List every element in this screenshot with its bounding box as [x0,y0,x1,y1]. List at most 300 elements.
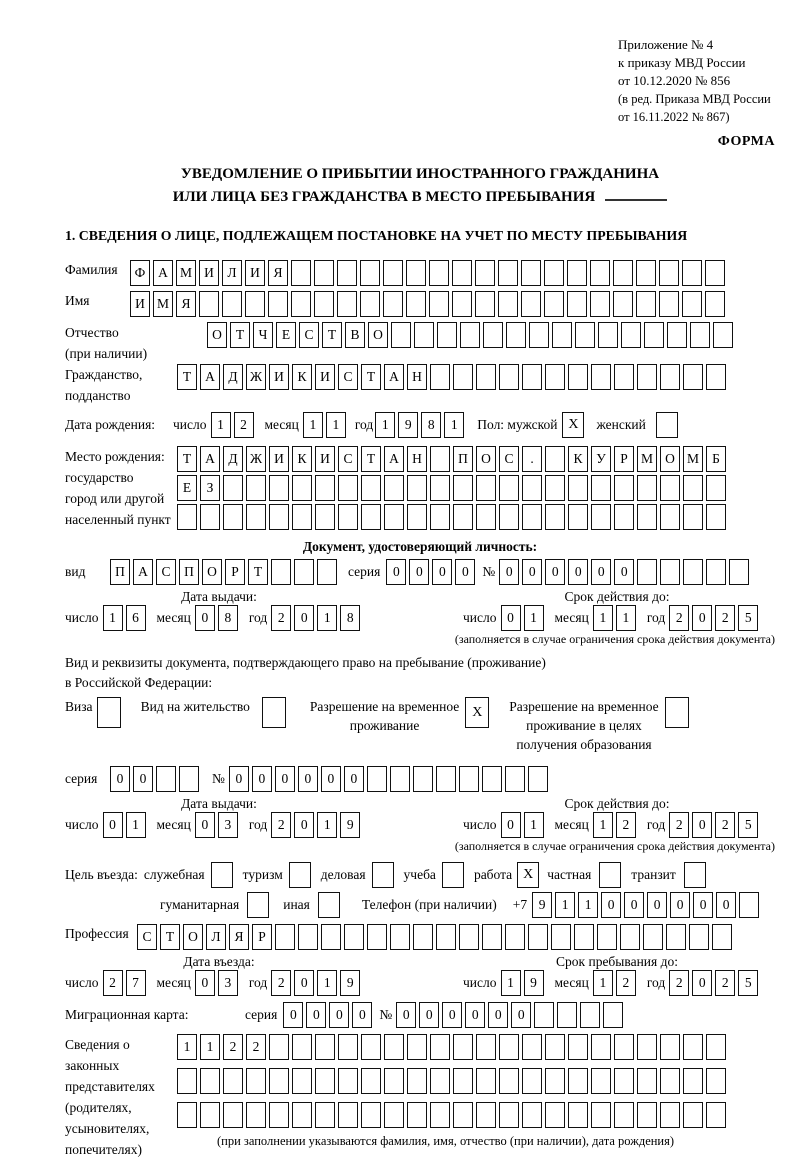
char-cell[interactable]: 2 [103,970,123,996]
char-cell[interactable] [522,1068,542,1094]
char-cell[interactable] [706,559,726,585]
char-cell[interactable] [522,475,542,501]
char-cell[interactable]: 0 [568,559,588,585]
char-cell[interactable] [292,1068,312,1094]
char-cell[interactable]: 0 [601,892,621,918]
char-cell[interactable] [360,291,380,317]
char-cell[interactable] [429,260,449,286]
char-cell[interactable] [337,260,357,286]
char-cell[interactable]: 0 [294,812,314,838]
char-cell[interactable]: М [153,291,173,317]
char-cell[interactable]: 1 [593,605,613,631]
char-cell[interactable]: 2 [715,812,735,838]
char-cell[interactable] [223,475,243,501]
char-cell[interactable] [637,475,657,501]
char-cell[interactable] [621,322,641,348]
checkbox-purpose-tourism[interactable] [289,862,311,888]
char-cell[interactable] [245,291,265,317]
checkbox-purpose-humanitarian[interactable] [247,892,269,918]
char-cell[interactable]: 2 [616,970,636,996]
char-cell[interactable] [482,766,502,792]
char-cell[interactable] [590,260,610,286]
char-cell[interactable] [292,504,312,530]
char-cell[interactable] [383,291,403,317]
char-cell[interactable]: Ж [246,364,266,390]
char-cell[interactable] [660,1102,680,1128]
char-cell[interactable]: В [345,322,365,348]
char-cell[interactable]: 0 [195,970,215,996]
char-cell[interactable] [534,1002,554,1028]
char-cell[interactable] [390,924,410,950]
char-cell[interactable] [590,291,610,317]
char-cell[interactable]: Ч [253,322,273,348]
char-cell[interactable]: 8 [421,412,441,438]
char-cell[interactable]: 1 [555,892,575,918]
char-cell[interactable] [294,559,314,585]
char-cell[interactable] [614,364,634,390]
char-cell[interactable] [712,924,732,950]
char-cell[interactable]: 0 [647,892,667,918]
char-cell[interactable] [337,291,357,317]
char-cell[interactable]: Н [407,364,427,390]
char-cell[interactable] [292,1034,312,1060]
char-cell[interactable] [598,322,618,348]
char-cell[interactable]: 0 [306,1002,326,1028]
char-cell[interactable]: 1 [524,812,544,838]
char-cell[interactable]: 1 [317,605,337,631]
char-cell[interactable] [291,260,311,286]
char-cell[interactable] [413,924,433,950]
char-cell[interactable] [413,766,433,792]
char-cell[interactable] [574,924,594,950]
char-cell[interactable] [223,1102,243,1128]
char-cell[interactable]: 0 [110,766,130,792]
char-cell[interactable] [407,1034,427,1060]
char-cell[interactable]: 0 [591,559,611,585]
char-cell[interactable] [406,260,426,286]
char-cell[interactable]: 2 [616,812,636,838]
char-cell[interactable] [452,291,472,317]
char-cell[interactable]: 1 [103,605,123,631]
char-cell[interactable] [613,291,633,317]
char-cell[interactable]: 2 [271,812,291,838]
char-cell[interactable]: 0 [511,1002,531,1028]
char-cell[interactable]: 1 [326,412,346,438]
char-cell[interactable] [430,364,450,390]
char-cell[interactable]: Р [225,559,245,585]
char-cell[interactable] [545,1068,565,1094]
char-cell[interactable] [637,1068,657,1094]
char-cell[interactable]: 1 [303,412,323,438]
char-cell[interactable]: 0 [692,812,712,838]
char-cell[interactable] [620,924,640,950]
char-cell[interactable] [453,1034,473,1060]
char-cell[interactable]: А [200,364,220,390]
char-cell[interactable]: 0 [103,812,123,838]
char-cell[interactable] [660,559,680,585]
char-cell[interactable] [667,322,687,348]
char-cell[interactable]: К [568,446,588,472]
char-cell[interactable] [706,1068,726,1094]
char-cell[interactable] [706,1034,726,1060]
char-cell[interactable]: 0 [294,970,314,996]
char-cell[interactable] [591,504,611,530]
char-cell[interactable] [246,1102,266,1128]
char-cell[interactable] [644,322,664,348]
char-cell[interactable] [567,260,587,286]
char-cell[interactable]: 0 [501,605,521,631]
char-cell[interactable]: 0 [501,812,521,838]
char-cell[interactable]: 0 [693,892,713,918]
char-cell[interactable] [636,291,656,317]
char-cell[interactable]: С [338,446,358,472]
char-cell[interactable] [591,1034,611,1060]
char-cell[interactable]: А [384,446,404,472]
char-cell[interactable] [545,504,565,530]
char-cell[interactable]: Е [177,475,197,501]
char-cell[interactable] [453,364,473,390]
checkbox-purpose-official[interactable] [211,862,233,888]
char-cell[interactable] [475,291,495,317]
char-cell[interactable] [522,1034,542,1060]
char-cell[interactable] [437,322,457,348]
char-cell[interactable]: 2 [271,605,291,631]
char-cell[interactable] [682,291,702,317]
char-cell[interactable]: К [292,364,312,390]
char-cell[interactable] [498,291,518,317]
char-cell[interactable]: О [183,924,203,950]
char-cell[interactable] [660,364,680,390]
char-cell[interactable]: А [200,446,220,472]
char-cell[interactable]: 9 [524,970,544,996]
char-cell[interactable] [459,924,479,950]
char-cell[interactable]: 0 [409,559,429,585]
char-cell[interactable]: О [476,446,496,472]
char-cell[interactable] [706,475,726,501]
char-cell[interactable] [390,766,410,792]
char-cell[interactable]: 1 [200,1034,220,1060]
char-cell[interactable] [315,504,335,530]
char-cell[interactable] [591,364,611,390]
char-cell[interactable]: 0 [298,766,318,792]
char-cell[interactable] [499,1034,519,1060]
char-cell[interactable]: Т [322,322,342,348]
char-cell[interactable]: 8 [340,605,360,631]
char-cell[interactable] [499,504,519,530]
checkbox-purpose-private[interactable] [599,862,621,888]
char-cell[interactable]: 1 [593,970,613,996]
char-cell[interactable] [430,475,450,501]
char-cell[interactable] [321,924,341,950]
char-cell[interactable] [222,291,242,317]
char-cell[interactable] [528,766,548,792]
char-cell[interactable] [453,504,473,530]
char-cell[interactable]: 1 [578,892,598,918]
char-cell[interactable] [575,322,595,348]
char-cell[interactable] [476,1068,496,1094]
checkbox-purpose-study[interactable] [442,862,464,888]
char-cell[interactable]: 2 [246,1034,266,1060]
char-cell[interactable]: М [683,446,703,472]
char-cell[interactable]: И [315,446,335,472]
char-cell[interactable]: 2 [669,605,689,631]
char-cell[interactable] [614,1068,634,1094]
char-cell[interactable] [528,924,548,950]
char-cell[interactable] [298,924,318,950]
char-cell[interactable]: 1 [444,412,464,438]
char-cell[interactable] [177,504,197,530]
char-cell[interactable]: 0 [195,605,215,631]
char-cell[interactable] [269,1102,289,1128]
char-cell[interactable] [292,475,312,501]
char-cell[interactable] [367,766,387,792]
char-cell[interactable] [683,364,703,390]
char-cell[interactable]: 0 [624,892,644,918]
char-cell[interactable] [317,559,337,585]
char-cell[interactable]: К [292,446,312,472]
char-cell[interactable]: С [338,364,358,390]
char-cell[interactable] [315,475,335,501]
char-cell[interactable] [505,766,525,792]
char-cell[interactable] [200,504,220,530]
char-cell[interactable]: Т [361,364,381,390]
char-cell[interactable] [591,1102,611,1128]
char-cell[interactable] [384,1034,404,1060]
char-cell[interactable]: Т [177,446,197,472]
char-cell[interactable] [338,1034,358,1060]
char-cell[interactable]: А [133,559,153,585]
char-cell[interactable] [557,1002,577,1028]
char-cell[interactable]: Н [407,446,427,472]
char-cell[interactable]: 1 [616,605,636,631]
char-cell[interactable] [430,504,450,530]
char-cell[interactable] [505,924,525,950]
char-cell[interactable]: 0 [442,1002,462,1028]
char-cell[interactable] [338,1102,358,1128]
char-cell[interactable] [551,924,571,950]
char-cell[interactable]: 0 [488,1002,508,1028]
char-cell[interactable] [739,892,759,918]
char-cell[interactable]: С [499,446,519,472]
char-cell[interactable]: П [179,559,199,585]
char-cell[interactable] [660,1034,680,1060]
char-cell[interactable] [338,1068,358,1094]
char-cell[interactable] [292,1102,312,1128]
char-cell[interactable]: 0 [432,559,452,585]
char-cell[interactable]: 0 [522,559,542,585]
char-cell[interactable]: 0 [321,766,341,792]
char-cell[interactable] [637,364,657,390]
char-cell[interactable] [659,291,679,317]
char-cell[interactable] [545,1102,565,1128]
char-cell[interactable] [414,322,434,348]
char-cell[interactable]: 5 [738,605,758,631]
char-cell[interactable]: М [637,446,657,472]
char-cell[interactable]: А [384,364,404,390]
char-cell[interactable]: П [453,446,473,472]
char-cell[interactable] [522,1102,542,1128]
char-cell[interactable] [580,1002,600,1028]
char-cell[interactable] [705,260,725,286]
char-cell[interactable] [199,291,219,317]
char-cell[interactable] [683,559,703,585]
char-cell[interactable]: 0 [455,559,475,585]
char-cell[interactable]: 0 [396,1002,416,1028]
char-cell[interactable] [637,1034,657,1060]
char-cell[interactable] [476,475,496,501]
char-cell[interactable]: О [368,322,388,348]
char-cell[interactable]: 2 [234,412,254,438]
char-cell[interactable]: Я [229,924,249,950]
char-cell[interactable]: Т [361,446,381,472]
char-cell[interactable] [683,504,703,530]
char-cell[interactable] [568,1102,588,1128]
char-cell[interactable]: У [591,446,611,472]
char-cell[interactable]: 9 [398,412,418,438]
char-cell[interactable] [603,1002,623,1028]
char-cell[interactable]: 0 [670,892,690,918]
char-cell[interactable] [614,1034,634,1060]
checkbox-residence-permit[interactable] [262,697,286,728]
checkbox-purpose-business[interactable] [372,862,394,888]
char-cell[interactable] [483,322,503,348]
char-cell[interactable] [545,446,565,472]
char-cell[interactable] [522,364,542,390]
char-cell[interactable] [315,1102,335,1128]
char-cell[interactable] [499,1068,519,1094]
char-cell[interactable]: И [199,260,219,286]
char-cell[interactable] [291,291,311,317]
char-cell[interactable]: Т [230,322,250,348]
char-cell[interactable] [683,1034,703,1060]
checkbox-purpose-other[interactable] [318,892,340,918]
char-cell[interactable]: 0 [344,766,364,792]
char-cell[interactable]: 6 [126,605,146,631]
char-cell[interactable]: 1 [524,605,544,631]
char-cell[interactable] [269,504,289,530]
char-cell[interactable] [475,260,495,286]
char-cell[interactable] [361,1034,381,1060]
char-cell[interactable]: С [156,559,176,585]
char-cell[interactable]: 2 [669,812,689,838]
char-cell[interactable] [568,504,588,530]
char-cell[interactable] [430,1068,450,1094]
char-cell[interactable] [706,504,726,530]
char-cell[interactable] [476,1034,496,1060]
char-cell[interactable] [407,504,427,530]
char-cell[interactable] [683,1102,703,1128]
char-cell[interactable] [690,322,710,348]
char-cell[interactable] [568,1034,588,1060]
char-cell[interactable] [314,291,334,317]
char-cell[interactable]: 1 [593,812,613,838]
char-cell[interactable]: 0 [195,812,215,838]
char-cell[interactable] [683,475,703,501]
char-cell[interactable] [406,291,426,317]
char-cell[interactable] [177,1068,197,1094]
char-cell[interactable]: И [269,446,289,472]
char-cell[interactable]: С [299,322,319,348]
char-cell[interactable] [436,766,456,792]
char-cell[interactable] [544,291,564,317]
checkbox-visa[interactable] [97,697,121,728]
char-cell[interactable] [459,766,479,792]
char-cell[interactable]: О [207,322,227,348]
char-cell[interactable] [314,260,334,286]
char-cell[interactable] [597,924,617,950]
char-cell[interactable]: 9 [532,892,552,918]
char-cell[interactable] [383,260,403,286]
char-cell[interactable] [643,924,663,950]
char-cell[interactable] [660,475,680,501]
char-cell[interactable] [591,475,611,501]
char-cell[interactable]: З [200,475,220,501]
char-cell[interactable] [567,291,587,317]
char-cell[interactable] [391,322,411,348]
char-cell[interactable]: 0 [275,766,295,792]
char-cell[interactable] [384,504,404,530]
char-cell[interactable] [552,322,572,348]
char-cell[interactable] [407,1068,427,1094]
char-cell[interactable]: Т [160,924,180,950]
char-cell[interactable] [636,260,656,286]
char-cell[interactable] [476,1102,496,1128]
char-cell[interactable]: С [137,924,157,950]
char-cell[interactable] [498,260,518,286]
char-cell[interactable]: Я [176,291,196,317]
char-cell[interactable] [453,1068,473,1094]
char-cell[interactable] [453,1102,473,1128]
char-cell[interactable] [614,504,634,530]
char-cell[interactable] [361,475,381,501]
char-cell[interactable]: Я [268,260,288,286]
char-cell[interactable] [367,924,387,950]
char-cell[interactable]: . [522,446,542,472]
char-cell[interactable]: Д [223,446,243,472]
char-cell[interactable] [568,364,588,390]
char-cell[interactable]: 5 [738,970,758,996]
char-cell[interactable]: 7 [126,970,146,996]
char-cell[interactable] [453,475,473,501]
char-cell[interactable] [200,1068,220,1094]
char-cell[interactable]: 0 [716,892,736,918]
char-cell[interactable]: 0 [386,559,406,585]
char-cell[interactable]: Б [706,446,726,472]
char-cell[interactable]: И [269,364,289,390]
char-cell[interactable]: Ж [246,446,266,472]
char-cell[interactable]: И [130,291,150,317]
char-cell[interactable]: 0 [692,970,712,996]
char-cell[interactable]: 1 [375,412,395,438]
char-cell[interactable] [545,1034,565,1060]
char-cell[interactable]: 0 [329,1002,349,1028]
char-cell[interactable] [338,504,358,530]
char-cell[interactable] [529,322,549,348]
char-cell[interactable] [361,1102,381,1128]
char-cell[interactable] [637,504,657,530]
char-cell[interactable] [436,924,456,950]
char-cell[interactable] [591,1068,611,1094]
char-cell[interactable]: 9 [340,970,360,996]
char-cell[interactable] [499,1102,519,1128]
char-cell[interactable]: 0 [133,766,153,792]
char-cell[interactable] [223,504,243,530]
char-cell[interactable] [682,260,702,286]
char-cell[interactable] [315,1068,335,1094]
char-cell[interactable] [223,1068,243,1094]
char-cell[interactable]: 1 [211,412,231,438]
char-cell[interactable] [246,475,266,501]
